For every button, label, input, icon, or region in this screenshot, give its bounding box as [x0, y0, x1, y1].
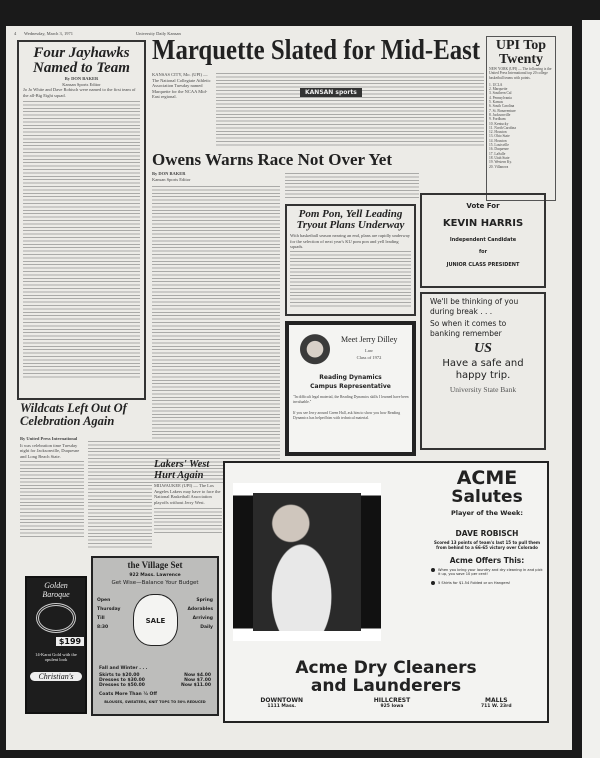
ranking-item: 4. Pennsylvania — [489, 95, 512, 100]
ad-line: Till — [97, 616, 105, 621]
lakers-body — [154, 507, 222, 535]
ad-sub: Law — [365, 348, 373, 353]
ranking-item: 5. Kansas — [489, 100, 503, 105]
ranking-item: 1. UCLA — [489, 82, 503, 87]
acme-ad — [223, 461, 549, 723]
offer-text: 5 Shirts for $1.54 Folded or on Hangers! — [438, 580, 511, 585]
offer-item — [431, 581, 543, 585]
date: Wednesday, March 3, 1971 — [24, 31, 73, 36]
ranking-item: 3. Southern Cal — [489, 91, 512, 96]
article-lead: KANSAS CITY, Mo. (UPI) — The National Collegiate Athletic Association Tuesday named Marquette for the NCAA Mid-East regional. — [152, 72, 211, 99]
ad-name-line: and Launderers — [310, 676, 462, 696]
ad-line: Adorables — [187, 607, 213, 612]
item-price: Now $4.00 — [184, 673, 211, 678]
christians-ad — [25, 576, 87, 714]
lakers-article — [154, 460, 222, 535]
ad-line: We'll be thinking of you during break . . . — [430, 297, 519, 316]
candidate-name: KEVIN HARRIS — [442, 218, 524, 229]
location-address: 1111 Mass. — [267, 704, 297, 709]
byline: By DON BAKER — [152, 171, 186, 176]
ranking-item: 10. Kentucky — [489, 121, 509, 126]
ad-line: Spring — [196, 598, 213, 603]
upi-top-twenty — [486, 36, 556, 201]
ad-line: Daily — [200, 625, 213, 630]
ad-desc: 14-Karat Gold with the opulent look — [35, 652, 77, 662]
reading-dynamics-ad — [285, 321, 416, 456]
wildcats-column — [20, 436, 84, 538]
location-name: HILLCREST — [373, 697, 411, 704]
ad-line: JUNIOR CLASS PRESIDENT — [446, 262, 520, 268]
sale-label: SALE — [145, 617, 166, 625]
location — [260, 697, 303, 709]
owens-headline: Owens Warns Race Not Over Yet — [152, 150, 393, 169]
ad-heading: Reading Dynamics — [319, 374, 382, 381]
jayhawks-article — [17, 40, 146, 400]
ring-icon — [36, 603, 76, 633]
ad-title: Meet Jerry Dilley — [341, 335, 398, 344]
article-lead: It was celebration time Tuesday night for Jacksonville, Duquesne and Long Beach State. — [20, 442, 80, 459]
vote-ad — [420, 193, 546, 288]
ad-body: If you see Jerry around Green Hall, ask him to show you how Reading Dynamics has helped him with technical material. — [293, 411, 401, 420]
location — [481, 697, 512, 709]
bank-ad — [420, 292, 546, 450]
store-name: Christian's — [30, 672, 82, 681]
ad-line: Arriving — [192, 616, 213, 621]
ad-name-line: Acme Dry Cleaners — [295, 658, 477, 678]
fall-label: Fall and Winter . . . — [99, 666, 148, 671]
store-address: 922 Mass. Lawrence — [129, 573, 181, 578]
photo-image — [253, 493, 361, 631]
paper-name: University Daily Kansan — [136, 31, 181, 36]
article-body — [290, 250, 411, 308]
lakers-headline: Lakers' West Hurt Again — [154, 459, 210, 481]
coats-label: Coats More Than ½ Off — [99, 692, 158, 697]
article-lead: Jo Jo White and Dave Robisch were named to the first team of the all-Big Eight squad. — [23, 87, 136, 98]
ad-sub: Class of 1972 — [356, 355, 382, 360]
offers-title: Acme Offers This: — [449, 556, 525, 565]
ad-line: So when it comes to banking remember — [430, 319, 507, 338]
bullet-icon — [431, 568, 435, 572]
marquette-headline: Marquette Slated for Mid-East — [152, 34, 481, 66]
location — [374, 697, 410, 709]
ad-heading: Campus Representative — [310, 383, 391, 390]
ranking-item: 2. Marquette — [489, 87, 508, 92]
item-price: Now $11.00 — [181, 683, 211, 688]
newspaper-page — [6, 26, 572, 750]
byline-role: Kansan Sports Editor — [152, 177, 191, 182]
adjacent-page-edge — [582, 20, 600, 758]
ad-line: Thursday — [97, 607, 121, 612]
headline: Pom Pon, Yell Leading Tryout Plans Underway — [296, 208, 405, 231]
ad-line: for — [478, 249, 488, 255]
ad-title: ACME — [456, 467, 518, 489]
ranking-item: 20. Villanova — [489, 164, 509, 169]
price-row — [99, 683, 211, 688]
article-lead: MILWAUKEE (UPI) — The Los Angeles Lakers may have to face the National Basketball Association playoffs without Jerry West. — [154, 483, 221, 505]
item-price: Now $7.00 — [184, 678, 211, 683]
item-name: Dresses to $50.00 — [99, 683, 145, 688]
ranking-item: 7. St. Bonaventure — [489, 108, 516, 113]
ad-right-text — [187, 596, 213, 632]
article-lead: With basketball season nearing an end, plans are rapidly underway for the selection of next year's KU pom pon and yell leading squads. — [290, 233, 411, 249]
location-name: MALLS — [485, 697, 508, 704]
ad-title: Golden Baroque — [42, 581, 70, 599]
ranking-item: 9. Fordham — [489, 117, 506, 122]
player-photo — [233, 483, 381, 641]
ad-tagline: Have a safe and happy trip. — [442, 358, 524, 381]
owens-headline-wrap — [152, 151, 414, 169]
location-address: 925 Iowa — [380, 704, 404, 709]
acme-name — [225, 659, 547, 695]
portrait-photo — [297, 333, 333, 369]
ad-line: Open — [97, 598, 111, 603]
ad-line: 8:30 — [97, 625, 109, 630]
ad-title: Salutes — [451, 487, 523, 507]
rankings-list — [489, 83, 553, 169]
byline-role: Kansan Sports Editor — [62, 81, 101, 87]
ranking-item: 13. Ohio State — [489, 134, 510, 139]
ranking-item: 12. Houston — [489, 130, 507, 135]
byline: By DON BAKER — [64, 76, 99, 81]
village-set-ad — [91, 556, 219, 716]
price-list — [99, 673, 211, 688]
ad-quote: "In difficult legal material, the Reading Dynamics skills I learned have been invaluable." — [293, 395, 409, 404]
offer-item — [431, 568, 543, 577]
wildcats-body — [20, 460, 84, 538]
ad-tagline: Get Wise—Balance Your Budget — [111, 580, 199, 586]
wildcats-headline: Wildcats Left Out Of Celebration Again — [20, 401, 127, 428]
ranking-item: 8. Jacksonville — [489, 112, 511, 117]
ad-footer: BLOUSES, SWEATERS, KNIT TOPS TO 50% REDUCED — [104, 700, 206, 704]
ad-left-text — [97, 596, 120, 632]
owens-body-cont — [285, 172, 419, 200]
headline: Four Jayhawks Named to Team — [33, 45, 130, 76]
ranking-item: 6. South Carolina — [489, 104, 515, 109]
ranking-item: 15. Louisville — [489, 143, 509, 148]
player-label: Player of the Week: — [451, 509, 523, 517]
kansan-sports-logo: KANSAN sports — [300, 88, 362, 97]
pompon-article — [285, 204, 416, 316]
bank-name: University State Bank — [449, 385, 517, 394]
bank-logo-icon: US — [474, 341, 492, 356]
article-body — [23, 100, 140, 380]
ranking-item: 16. Duquesne — [489, 147, 509, 152]
price-tag: $199 — [56, 637, 84, 646]
bullet-icon — [431, 581, 435, 585]
ranking-item: 18. Utah State — [489, 155, 510, 160]
item-name: Skirts to $20.00 — [99, 673, 140, 678]
item-name: Dresses to $30.00 — [99, 678, 145, 683]
location-name: DOWNTOWN — [260, 697, 303, 704]
wildcats-body-cont — [88, 440, 152, 550]
marquette-body — [216, 72, 484, 146]
ad-line: Vote For — [466, 202, 500, 210]
offer-text: When you bring your laundry and dry cleaning in and pick it up, you save 10 per cent! — [438, 568, 543, 577]
marquette-headline-wrap — [152, 36, 480, 68]
player-name: DAVE ROBISCH — [455, 529, 519, 538]
ranking-item: 17. LaSalle — [489, 151, 506, 156]
headline: UPI Top Twenty — [495, 38, 547, 67]
article-lead: NEW YORK (UPI) — The following is the United Press International top 20 college basketball teams with points. — [489, 67, 552, 80]
store-name: the Village Set — [127, 560, 183, 570]
owl-icon — [133, 594, 178, 646]
ranking-item: 14. Houston — [489, 138, 507, 143]
ad-line: Independent Candidate — [449, 237, 517, 243]
offers-list — [425, 565, 549, 592]
acme-salutes — [425, 469, 549, 592]
owens-body — [152, 185, 280, 484]
ranking-item: 11. North Carolina — [489, 125, 516, 130]
locations — [225, 697, 547, 709]
ranking-item: 19. Western Ky. — [489, 160, 512, 165]
byline: By United Press International — [20, 436, 78, 441]
location-address: 711 W. 23rd — [481, 704, 512, 709]
page-number: 4 — [14, 31, 17, 36]
player-desc: Scored 13 points of team's last 15 to pull them from behind to a 66-65 victory over Colorado — [433, 540, 541, 550]
